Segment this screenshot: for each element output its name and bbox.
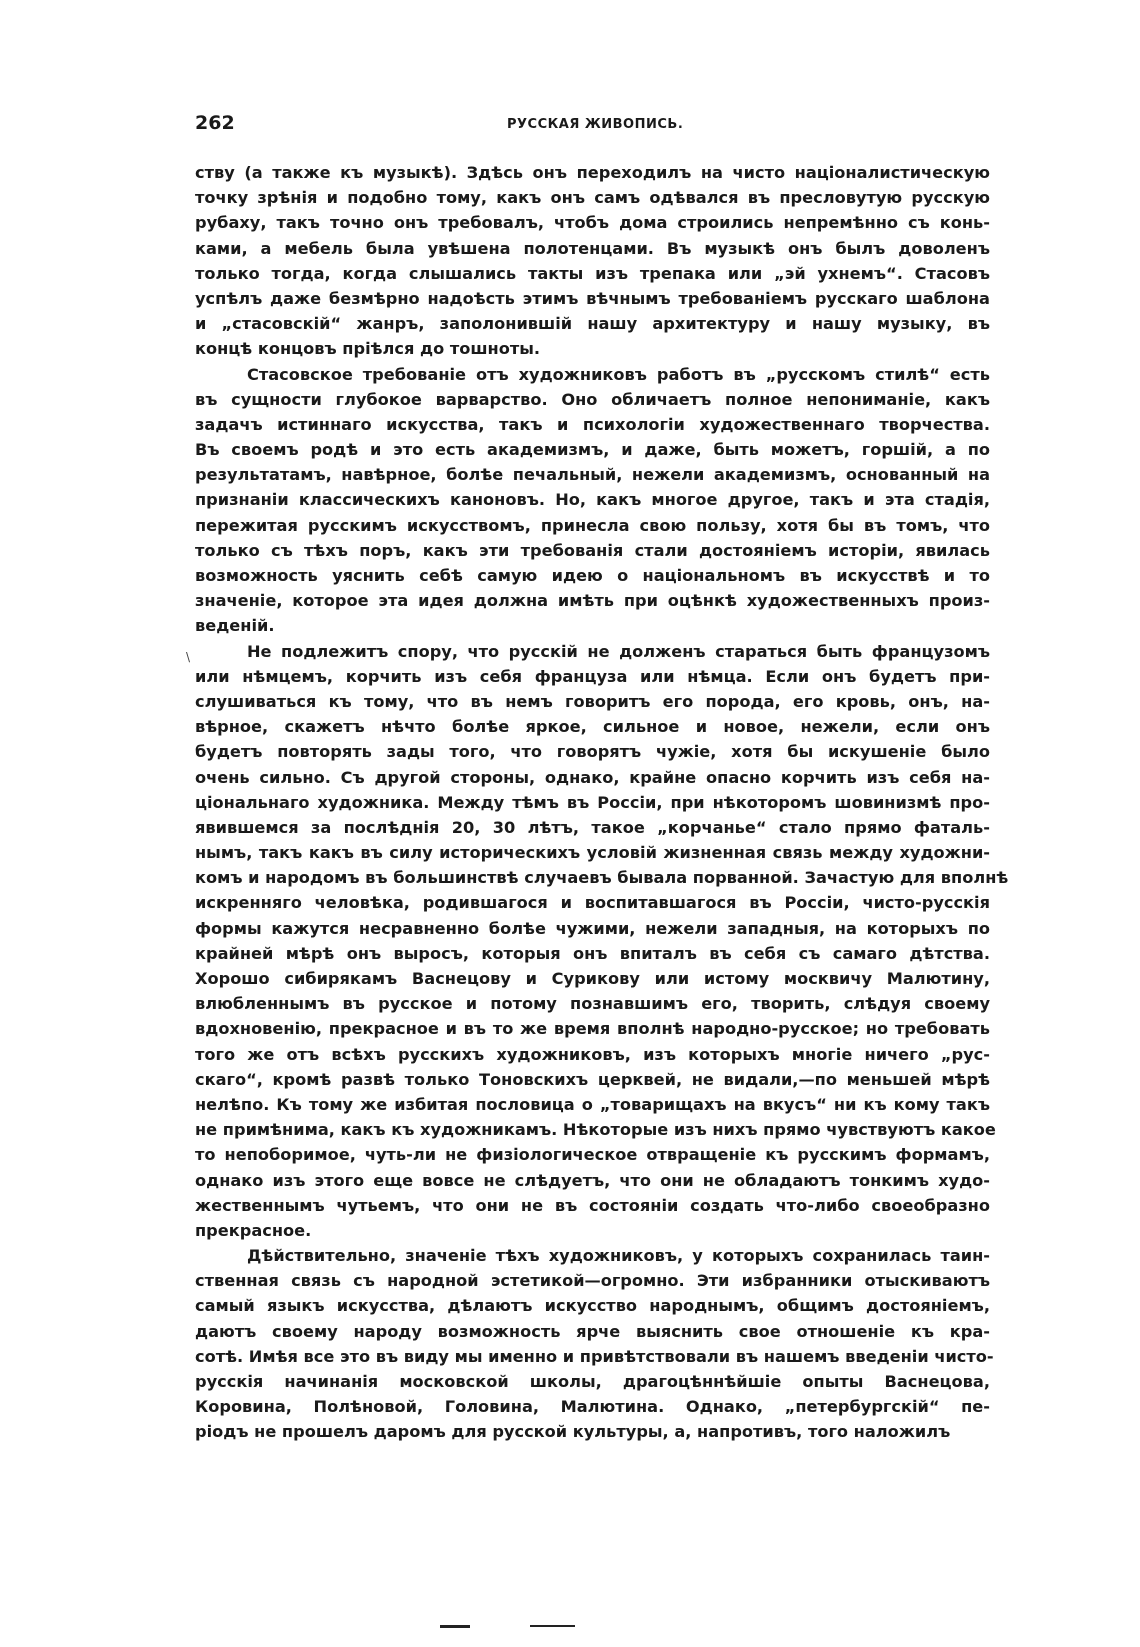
text-line: жественнымъ чутьемъ, что они не въ состояніи создать что-либо своеобразно <box>195 1195 990 1215</box>
text-line: слушиваться къ тому, что въ немъ говоритъ его порода, его кровь, онъ, на- <box>195 691 990 711</box>
text-line: крайней мѣрѣ онъ выросъ, которыя онъ впиталъ въ себя съ самаго дѣтства. <box>195 943 990 963</box>
text-line: Не подлежитъ спору, что русскій не долженъ стараться быть французомъ <box>247 641 990 661</box>
text-line: даютъ своему народу возможность ярче выяснить свое отношеніе къ кра- <box>195 1321 990 1341</box>
text-line: то непоборимое, чуть-ли не физіологическое отвращеніе къ русскимъ формамъ, <box>195 1145 990 1165</box>
text-line: русскія начинанія московской школы, драгоцѣннѣйшіе опыты Васнецова, <box>195 1372 990 1391</box>
text-line: ству (а также къ музыкѣ). Здѣсь онъ переходилъ на чисто націоналистическую <box>195 163 990 182</box>
running-title: РУССКАЯ ЖИВОПИСЬ. <box>507 117 684 132</box>
text-line: веденій. <box>195 616 275 636</box>
text-line: только тогда, когда слышались такты изъ трепака или „эй ухнемъ“. Стасовъ <box>195 263 990 283</box>
text-line: самый языкъ искусства, дѣлаютъ искусство народнымъ, общимъ достояніемъ, <box>195 1296 990 1316</box>
body-text <box>195 160 1009 1445</box>
text-line: или нѣмцемъ, корчить изъ себя француза или нѣмца. Если онъ будетъ при- <box>195 666 990 686</box>
text-line: ріодъ не прошелъ даромъ для русской культуры, а, напротивъ, того наложилъ <box>195 1422 951 1442</box>
text-line: Въ своемъ родѣ и это есть академизмъ, и даже, быть можетъ, горшій, а по <box>195 440 990 460</box>
paragraph <box>195 639 1009 1244</box>
paragraph <box>195 160 990 362</box>
text-line: концѣ концовъ пріѣлся до тошноты. <box>195 339 541 359</box>
text-line: возможность уяснить себѣ самую идею о національномъ въ искусствѣ и то <box>195 566 990 585</box>
text-line: точку зрѣнія и подобно тому, какъ онъ самъ одѣвался въ пресловутую русскую <box>195 188 990 208</box>
text-line: комъ и народомъ въ большинствѣ случаевъ бывала порванной. Зачастую для вполнѣ <box>195 868 1009 888</box>
page-number: 262 <box>195 112 235 134</box>
text-line: не примѣнима, какъ къ художникамъ. Нѣкоторые изъ нихъ прямо чувствуютъ какое <box>195 1120 996 1140</box>
text-line: пережитая русскимъ искусствомъ, принесла свою пользу, хотя бы въ томъ, что <box>195 515 990 535</box>
text-line: ціональнаго художника. Между тѣмъ въ Россіи, при нѣкоторомъ шовинизмѣ про- <box>195 792 990 812</box>
text-line: и „стасовскій“ жанръ, заполонившій нашу архитектуру и нашу музыку, въ <box>195 314 990 334</box>
text-line: только съ тѣхъ поръ, какъ эти требованія стали достояніемъ исторіи, явилась <box>195 540 990 560</box>
text-line: нелѣпо. Къ тому же избитая пословица о „товарищахъ на вкусъ“ ни къ кому такъ <box>195 1094 990 1114</box>
text-line: результатамъ, навѣрное, болѣе печальный, нежели академизмъ, основанный на <box>195 465 990 485</box>
text-line: скаго“, кромѣ развѣ только Тоновскихъ церквей, не видали,—по меньшей мѣрѣ <box>195 1069 990 1089</box>
footer-rule <box>530 1625 575 1627</box>
text-line: задачъ истиннаго искусства, такъ и психологіи художественнаго творчества. <box>195 414 990 434</box>
text-line: нымъ, такъ какъ въ силу историческихъ условій жизненная связь между художни- <box>195 843 990 863</box>
footer-rule <box>440 1625 470 1628</box>
text-line: ками, а мебель была увѣшена полотенцами. Въ музыкѣ онъ былъ доволенъ <box>195 238 990 258</box>
text-line: Стасовское требованіе отъ художниковъ работъ въ „русскомъ стилѣ“ есть <box>247 364 990 384</box>
text-line: успѣлъ даже безмѣрно надоѣсть этимъ вѣчнымъ требованіемъ русскаго шаблона <box>195 288 990 308</box>
text-line: прекрасное. <box>195 1220 312 1240</box>
text-line: вѣрное, скажетъ нѣчто болѣе яркое, сильное и новое, нежели, если онъ <box>195 717 990 737</box>
text-line: Хорошо сибирякамъ Васнецову и Сурикову или истому москвичу Малютину, <box>195 969 990 988</box>
text-line: Дѣйствительно, значеніе тѣхъ художниковъ, у которыхъ сохранилась таин- <box>247 1246 990 1266</box>
text-line: рубаху, такъ точно онъ требовалъ, чтобъ дома строились непремѣнно съ конь- <box>195 213 990 233</box>
paragraph <box>195 362 990 639</box>
text-line: явившемся за послѣднія 20, 30 лѣтъ, такое „корчанье“ стало прямо фаталь- <box>195 817 990 837</box>
text-line: ственная связь съ народной эстетикой—огромно. Эти избранники отыскиваютъ <box>195 1271 990 1291</box>
margin-mark: \ <box>186 650 191 664</box>
text-line: значеніе, которое эта идея должна имѣть при оцѣнкѣ художественныхъ произ- <box>195 591 990 611</box>
text-line: влюбленнымъ въ русское и потому познавшимъ его, творить, слѣдуя своему <box>195 994 990 1014</box>
text-line: Коровина, Полѣновой, Головина, Малютина. Однако, „петербургскій“ пе- <box>195 1397 990 1417</box>
text-line: искренняго человѣка, родившагося и воспитавшагося въ Россіи, чисто-русскія <box>195 893 990 913</box>
text-line: признаніи классическихъ каноновъ. Но, какъ многое другое, такъ и эта стадія, <box>195 490 990 510</box>
text-line: въ сущности глубокое варварство. Оно обличаетъ полное непониманіе, какъ <box>195 389 990 409</box>
text-line: очень сильно. Съ другой стороны, однако, крайне опасно корчить изъ себя на- <box>195 767 990 787</box>
text-line: того же отъ всѣхъ русскихъ художниковъ, изъ которыхъ многіе ничего „рус- <box>195 1044 990 1064</box>
page-header <box>195 112 985 142</box>
text-line: формы кажутся несравненно болѣе чужими, нежели западныя, на которыхъ по <box>195 918 990 938</box>
text-line: однако изъ этого еще вовсе не слѣдуетъ, что они не обладаютъ тонкимъ худо- <box>195 1170 990 1190</box>
text-line: будетъ повторять зады того, что говорятъ чужіе, хотя бы искушеніе было <box>195 742 990 762</box>
text-line: вдохновенію, прекрасное и въ то же время вполнѣ народно-русское; но требовать <box>195 1019 990 1039</box>
text-line: сотѣ. Имѣя все это въ виду мы именно и привѣтствовали въ нашемъ введеніи чисто- <box>195 1346 994 1366</box>
paragraph <box>195 1243 994 1445</box>
